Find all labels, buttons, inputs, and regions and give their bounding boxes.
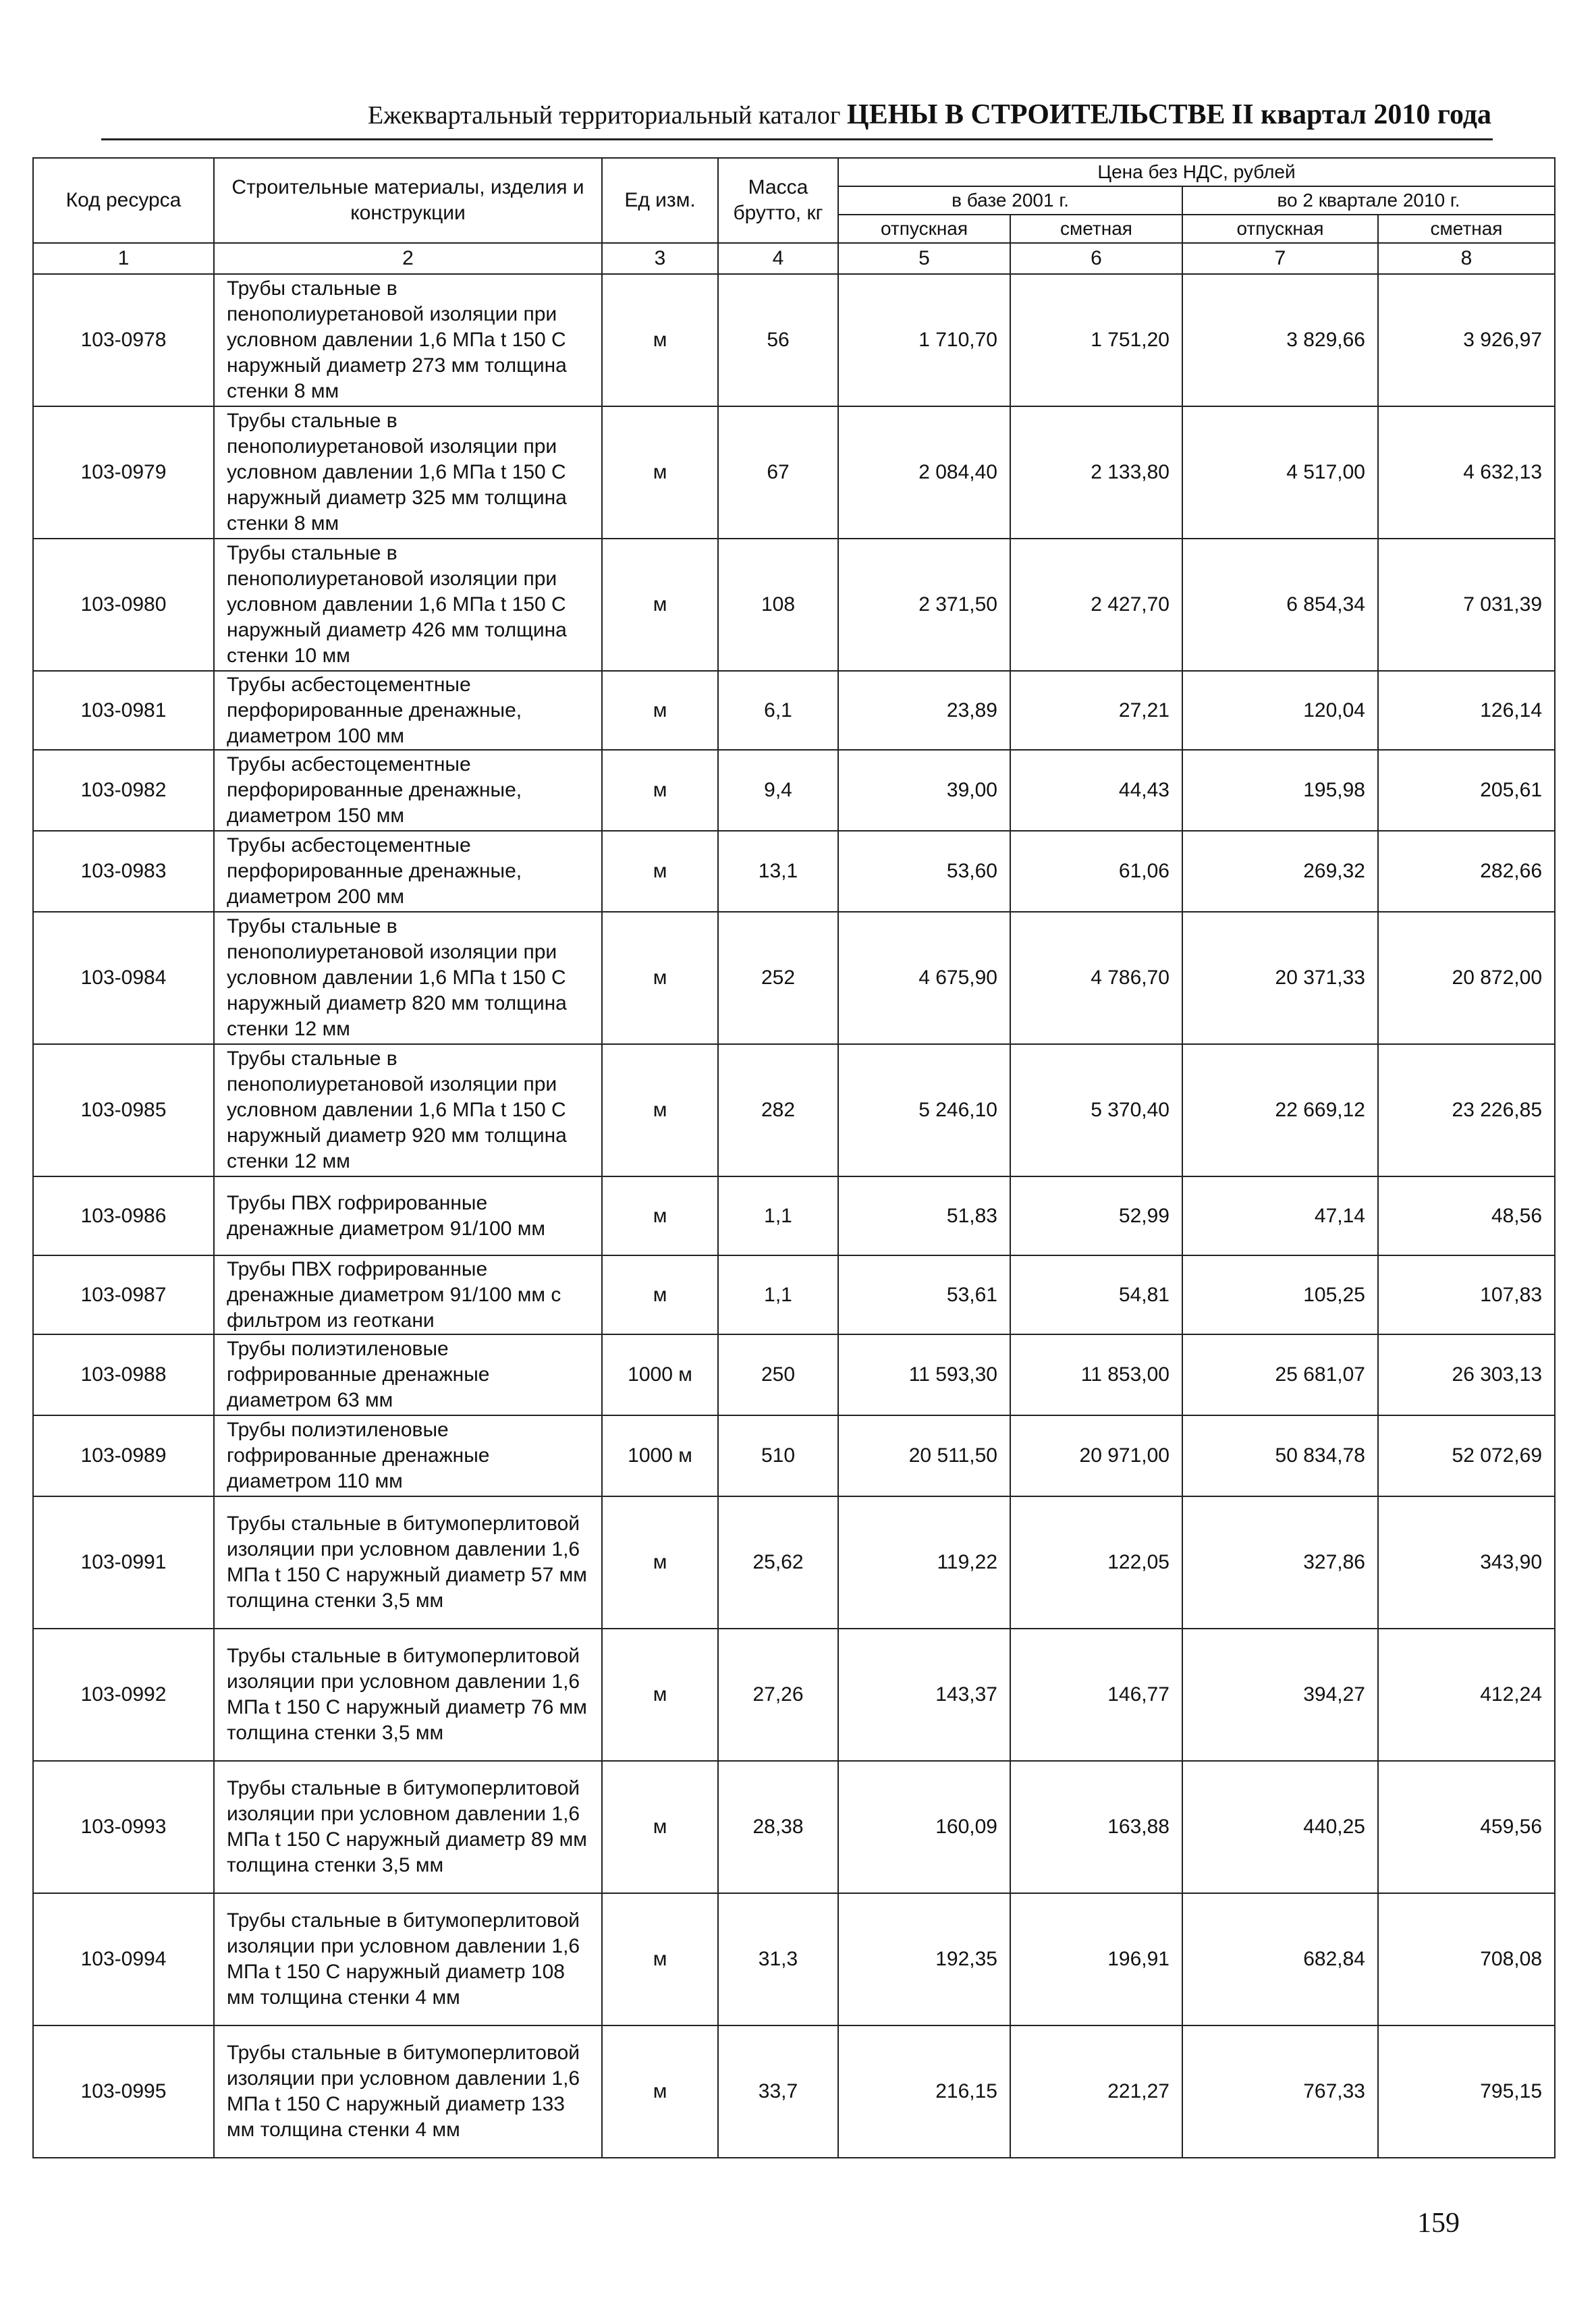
base-estimate-price: 163,88 <box>1010 1761 1182 1893</box>
resource-code: 103-0989 <box>33 1415 214 1496</box>
base-estimate-price: 1 751,20 <box>1010 274 1182 406</box>
current-release-price: 440,25 <box>1182 1761 1378 1893</box>
current-release-price: 6 854,34 <box>1182 539 1378 671</box>
current-estimate-price: 459,56 <box>1378 1761 1555 1893</box>
resource-code: 103-0984 <box>33 912 214 1044</box>
base-estimate-price: 146,77 <box>1010 1629 1182 1761</box>
unit-of-measure: 1000 м <box>602 1415 718 1496</box>
header-prefix: Ежеквартальный территориальный каталог <box>368 101 841 130</box>
unit-of-measure: м <box>602 1044 718 1176</box>
resource-code: 103-0995 <box>33 2025 214 2158</box>
current-estimate-price: 20 872,00 <box>1378 912 1555 1044</box>
column-number: 2 <box>214 243 602 274</box>
current-estimate-price: 23 226,85 <box>1378 1044 1555 1176</box>
base-release-price: 192,35 <box>838 1893 1010 2025</box>
gross-mass: 252 <box>718 912 838 1044</box>
table-row <box>33 1761 1555 1893</box>
material-name: Трубы стальные в пенополиуретановой изоляции при условном давлении 1,6 МПа t 150 С наружный диаметр 820 мм толщина стенки 12 мм <box>214 912 602 1044</box>
table-row <box>33 1176 1555 1255</box>
table-row <box>33 750 1555 831</box>
column-number: 4 <box>718 243 838 274</box>
col-header-unit: Ед изм. <box>602 158 718 243</box>
base-release-price: 4 675,90 <box>838 912 1010 1044</box>
unit-of-measure: м <box>602 750 718 831</box>
base-estimate-price: 20 971,00 <box>1010 1415 1182 1496</box>
material-name: Трубы стальные в пенополиуретановой изоляции при условном давлении 1,6 МПа t 150 С наружный диаметр 325 мм толщина стенки 8 мм <box>214 406 602 539</box>
material-name: Трубы ПВХ гофрированные дренажные диаметром 91/100 мм <box>214 1176 602 1255</box>
current-release-price: 327,86 <box>1182 1496 1378 1629</box>
resource-code: 103-0979 <box>33 406 214 539</box>
gross-mass: 27,26 <box>718 1629 838 1761</box>
base-estimate-price: 61,06 <box>1010 831 1182 912</box>
resource-code: 103-0985 <box>33 1044 214 1176</box>
material-name: Трубы полиэтиленовые гофрированные дренажные диаметром 110 мм <box>214 1415 602 1496</box>
resource-code: 103-0978 <box>33 274 214 406</box>
current-estimate-price: 708,08 <box>1378 1893 1555 2025</box>
gross-mass: 108 <box>718 539 838 671</box>
col-header-mass: Масса брутто, кг <box>718 158 838 243</box>
table-row <box>33 539 1555 671</box>
current-release-price: 269,32 <box>1182 831 1378 912</box>
table-row <box>33 406 1555 539</box>
table-row <box>33 671 1555 750</box>
gross-mass: 510 <box>718 1415 838 1496</box>
column-number: 6 <box>1010 243 1182 274</box>
current-estimate-price: 205,61 <box>1378 750 1555 831</box>
resource-code: 103-0986 <box>33 1176 214 1255</box>
material-name: Трубы стальные в битумоперлитовой изоляции при условном давлении 1,6 МПа t 150 С наружный диаметр 108 мм толщина стенки 4 мм <box>214 1893 602 2025</box>
column-number: 3 <box>602 243 718 274</box>
base-release-price: 53,61 <box>838 1255 1010 1334</box>
resource-code: 103-0988 <box>33 1334 214 1415</box>
current-estimate-price: 107,83 <box>1378 1255 1555 1334</box>
table-row <box>33 1255 1555 1334</box>
current-estimate-price: 795,15 <box>1378 2025 1555 2158</box>
gross-mass: 1,1 <box>718 1176 838 1255</box>
unit-of-measure: м <box>602 1176 718 1255</box>
current-release-price: 50 834,78 <box>1182 1415 1378 1496</box>
current-estimate-price: 343,90 <box>1378 1496 1555 1629</box>
gross-mass: 25,62 <box>718 1496 838 1629</box>
current-release-price: 47,14 <box>1182 1176 1378 1255</box>
column-number: 8 <box>1378 243 1555 274</box>
gross-mass: 67 <box>718 406 838 539</box>
current-release-price: 767,33 <box>1182 2025 1378 2158</box>
base-estimate-price: 44,43 <box>1010 750 1182 831</box>
gross-mass: 33,7 <box>718 2025 838 2158</box>
base-estimate-price: 27,21 <box>1010 671 1182 750</box>
base-estimate-price: 5 370,40 <box>1010 1044 1182 1176</box>
unit-of-measure: м <box>602 539 718 671</box>
unit-of-measure: м <box>602 406 718 539</box>
base-estimate-price: 4 786,70 <box>1010 912 1182 1044</box>
header-rule <box>101 138 1493 140</box>
unit-of-measure: м <box>602 1496 718 1629</box>
material-name: Трубы асбестоцементные перфорированные дренажные, диаметром 100 мм <box>214 671 602 750</box>
material-name: Трубы полиэтиленовые гофрированные дренажные диаметром 63 мм <box>214 1334 602 1415</box>
base-estimate-price: 2 133,80 <box>1010 406 1182 539</box>
table-row <box>33 274 1555 406</box>
base-release-price: 51,83 <box>838 1176 1010 1255</box>
base-release-price: 1 710,70 <box>838 274 1010 406</box>
resource-code: 103-0992 <box>33 1629 214 1761</box>
col-header-code: Код ресурса <box>33 158 214 243</box>
col-header-current-release: отпускная <box>1182 215 1378 243</box>
current-estimate-price: 7 031,39 <box>1378 539 1555 671</box>
header-title: ЦЕНЫ В СТРОИТЕЛЬСТВЕ <box>846 99 1226 130</box>
material-name: Трубы стальные в пенополиуретановой изоляции при условном давлении 1,6 МПа t 150 С наружный диаметр 273 мм толщина стенки 8 мм <box>214 274 602 406</box>
column-number: 1 <box>33 243 214 274</box>
current-estimate-price: 282,66 <box>1378 831 1555 912</box>
table-row <box>33 1496 1555 1629</box>
material-name: Трубы стальные в битумоперлитовой изоляции при условном давлении 1,6 МПа t 150 С наружный диаметр 89 мм толщина стенки 3,5 мм <box>214 1761 602 1893</box>
col-header-base-period: в базе 2001 г. <box>838 186 1182 215</box>
material-name: Трубы стальные в битумоперлитовой изоляции при условном давлении 1,6 МПа t 150 С наружный диаметр 133 мм толщина стенки 4 мм <box>214 2025 602 2158</box>
unit-of-measure: м <box>602 1761 718 1893</box>
unit-of-measure: 1000 м <box>602 1334 718 1415</box>
base-release-price: 143,37 <box>838 1629 1010 1761</box>
base-release-price: 2 371,50 <box>838 539 1010 671</box>
gross-mass: 282 <box>718 1044 838 1176</box>
resource-code: 103-0983 <box>33 831 214 912</box>
table-row <box>33 1044 1555 1176</box>
gross-mass: 250 <box>718 1334 838 1415</box>
material-name: Трубы стальные в битумоперлитовой изоляции при условном давлении 1,6 МПа t 150 С наружный диаметр 76 мм толщина стенки 3,5 мм <box>214 1629 602 1761</box>
base-release-price: 23,89 <box>838 671 1010 750</box>
unit-of-measure: м <box>602 1255 718 1334</box>
current-estimate-price: 4 632,13 <box>1378 406 1555 539</box>
base-release-price: 11 593,30 <box>838 1334 1010 1415</box>
table-row <box>33 1334 1555 1415</box>
gross-mass: 31,3 <box>718 1893 838 2025</box>
unit-of-measure: м <box>602 1629 718 1761</box>
current-estimate-price: 48,56 <box>1378 1176 1555 1255</box>
material-name: Трубы асбестоцементные перфорированные дренажные, диаметром 150 мм <box>214 750 602 831</box>
base-estimate-price: 122,05 <box>1010 1496 1182 1629</box>
column-number: 5 <box>838 243 1010 274</box>
unit-of-measure: м <box>602 1893 718 2025</box>
page-header <box>101 94 1491 135</box>
base-estimate-price: 54,81 <box>1010 1255 1182 1334</box>
base-estimate-price: 2 427,70 <box>1010 539 1182 671</box>
current-estimate-price: 26 303,13 <box>1378 1334 1555 1415</box>
table-row <box>33 912 1555 1044</box>
gross-mass: 56 <box>718 274 838 406</box>
current-release-price: 4 517,00 <box>1182 406 1378 539</box>
base-estimate-price: 221,27 <box>1010 2025 1182 2158</box>
material-name: Трубы стальные в пенополиуретановой изоляции при условном давлении 1,6 МПа t 150 С наружный диаметр 920 мм толщина стенки 12 мм <box>214 1044 602 1176</box>
header-period: II квартал 2010 года <box>1231 99 1491 130</box>
resource-code: 103-0980 <box>33 539 214 671</box>
resource-code: 103-0994 <box>33 1893 214 2025</box>
base-release-price: 5 246,10 <box>838 1044 1010 1176</box>
gross-mass: 9,4 <box>718 750 838 831</box>
col-header-current-period: во 2 квартале 2010 г. <box>1182 186 1555 215</box>
base-release-price: 20 511,50 <box>838 1415 1010 1496</box>
col-header-base-estimate: сметная <box>1010 215 1182 243</box>
current-release-price: 120,04 <box>1182 671 1378 750</box>
col-header-base-release: отпускная <box>838 215 1010 243</box>
current-estimate-price: 3 926,97 <box>1378 274 1555 406</box>
base-release-price: 39,00 <box>838 750 1010 831</box>
unit-of-measure: м <box>602 671 718 750</box>
current-release-price: 105,25 <box>1182 1255 1378 1334</box>
col-header-name: Строительные материалы, изделия и конструкции <box>214 158 602 243</box>
base-estimate-price: 196,91 <box>1010 1893 1182 2025</box>
current-estimate-price: 52 072,69 <box>1378 1415 1555 1496</box>
gross-mass: 13,1 <box>718 831 838 912</box>
col-header-current-estimate: сметная <box>1378 215 1555 243</box>
col-header-price-group: Цена без НДС, рублей <box>838 158 1555 186</box>
current-estimate-price: 126,14 <box>1378 671 1555 750</box>
price-table <box>32 157 1556 2158</box>
base-release-price: 53,60 <box>838 831 1010 912</box>
unit-of-measure: м <box>602 831 718 912</box>
table-row <box>33 1893 1555 2025</box>
material-name: Трубы стальные в битумоперлитовой изоляции при условном давлении 1,6 МПа t 150 С наружный диаметр 57 мм толщина стенки 3,5 мм <box>214 1496 602 1629</box>
table-row <box>33 1629 1555 1761</box>
unit-of-measure: м <box>602 274 718 406</box>
resource-code: 103-0982 <box>33 750 214 831</box>
resource-code: 103-0993 <box>33 1761 214 1893</box>
current-estimate-price: 412,24 <box>1378 1629 1555 1761</box>
current-release-price: 22 669,12 <box>1182 1044 1378 1176</box>
table-row <box>33 2025 1555 2158</box>
column-number: 7 <box>1182 243 1378 274</box>
base-release-price: 2 084,40 <box>838 406 1010 539</box>
unit-of-measure: м <box>602 2025 718 2158</box>
resource-code: 103-0981 <box>33 671 214 750</box>
base-estimate-price: 11 853,00 <box>1010 1334 1182 1415</box>
resource-code: 103-0987 <box>33 1255 214 1334</box>
material-name: Трубы стальные в пенополиуретановой изоляции при условном давлении 1,6 МПа t 150 С наружный диаметр 426 мм толщина стенки 10 мм <box>214 539 602 671</box>
current-release-price: 3 829,66 <box>1182 274 1378 406</box>
base-release-price: 160,09 <box>838 1761 1010 1893</box>
base-release-price: 119,22 <box>838 1496 1010 1629</box>
gross-mass: 28,38 <box>718 1761 838 1893</box>
current-release-price: 195,98 <box>1182 750 1378 831</box>
material-name: Трубы ПВХ гофрированные дренажные диаметром 91/100 мм с фильтром из геоткани <box>214 1255 602 1334</box>
column-number-row <box>33 243 1555 274</box>
resource-code: 103-0991 <box>33 1496 214 1629</box>
current-release-price: 20 371,33 <box>1182 912 1378 1044</box>
unit-of-measure: м <box>602 912 718 1044</box>
gross-mass: 6,1 <box>718 671 838 750</box>
current-release-price: 25 681,07 <box>1182 1334 1378 1415</box>
page-number: 159 <box>1417 2208 1460 2239</box>
table-row <box>33 831 1555 912</box>
base-estimate-price: 52,99 <box>1010 1176 1182 1255</box>
current-release-price: 682,84 <box>1182 1893 1378 2025</box>
base-release-price: 216,15 <box>838 2025 1010 2158</box>
current-release-price: 394,27 <box>1182 1629 1378 1761</box>
gross-mass: 1,1 <box>718 1255 838 1334</box>
material-name: Трубы асбестоцементные перфорированные дренажные, диаметром 200 мм <box>214 831 602 912</box>
table-row <box>33 1415 1555 1496</box>
